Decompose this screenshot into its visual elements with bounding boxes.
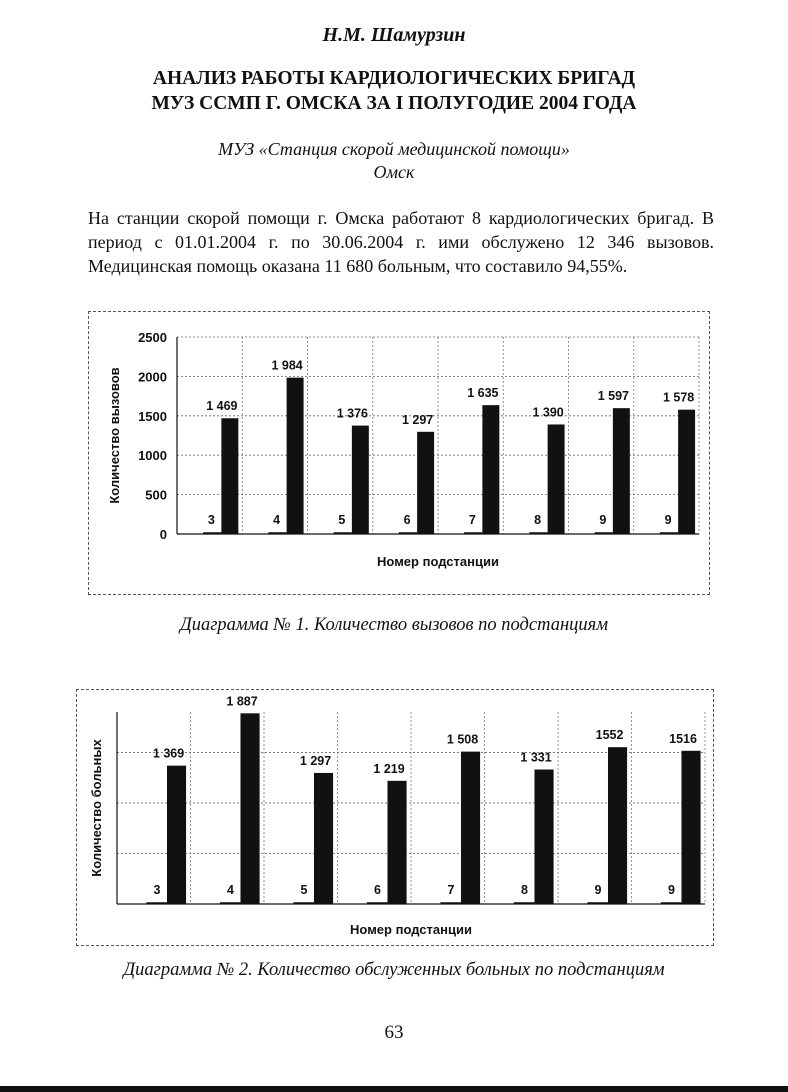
chart-calls-category-label: 5 [338,513,346,527]
chart-calls-ytick-label: 0 [159,527,167,542]
chart-calls-ytick-label: 2000 [138,369,167,385]
chart-calls-bar [417,432,434,534]
chart-patients-y-axis-title: Количество больных [89,739,104,877]
chart-calls-value-label: 1 635 [467,386,499,401]
article-title [0,66,788,116]
chart-patients-category-label: 3 [153,883,161,897]
chart-patients-category-label: 9 [594,883,602,897]
chart-patients-value-label: 1 508 [446,732,479,747]
chart-patients-value-label: 1 297 [299,753,332,768]
chart-patients-x-axis-title: Номер подстанции [350,922,472,937]
chart-calls-x-axis-title: Номер подстанции [377,554,499,569]
chart-calls-value-label: 1 984 [271,358,303,373]
chart-patients-bar [387,781,406,904]
chart-calls-ytick-label: 1500 [138,408,167,424]
chart-patients-value-label: 1 887 [226,694,258,709]
chart-calls [89,312,709,594]
chart-patients-caption: Диаграмма № 2. Количество обслуженных больных по подстанциям [123,960,665,980]
chart-calls-frame [88,311,710,595]
affiliation [0,138,788,184]
affiliation-line-2: Омск [373,162,415,182]
chart-patients-value-label: 1516 [669,731,697,746]
chart-calls-bar [548,424,565,534]
chart-patients-bar [240,713,259,904]
chart-patients-value-label: 1 331 [520,750,552,765]
title-line-2: МУЗ ССМП Г. ОМСКА ЗА I ПОЛУГОДИЕ 2004 ГОДА [151,93,637,114]
chart-calls-bar [482,405,499,534]
chart-patients-bar [608,747,627,904]
chart-calls-ytick-label: 1000 [138,448,167,464]
chart-patients-category-label: 4 [227,883,234,897]
bottom-rule [0,1086,788,1092]
chart-patients-value-label: 1552 [595,728,624,743]
chart-patients-value-label: 1 369 [152,746,185,761]
chart-patients-bar [534,769,553,904]
title-line-1: АНАЛИЗ РАБОТЫ КАРДИОЛОГИЧЕСКИХ БРИГАД [152,68,636,89]
chart-calls-bar [613,408,630,534]
author-name: Н.М. Шамурзин [322,24,466,46]
chart-calls-y-axis-title: Количество вызовов [107,367,122,504]
chart-calls-caption: Диаграмма № 1. Количество вызовов по подстанциям [179,615,609,635]
chart-patients-bar [314,773,333,904]
chart-calls-value-label: 1 376 [336,406,368,421]
chart-calls-value-label: 1 469 [206,399,238,414]
chart-calls-value-label: 1 390 [532,405,564,420]
chart-calls-category-label: 7 [468,513,476,527]
chart-calls-category-label: 6 [403,513,411,527]
chart-patients-category-label: 9 [668,883,675,897]
chart-patients-category-label: 8 [521,883,528,897]
chart-calls-value-label: 1 597 [597,389,629,404]
chart-calls-bar [221,418,238,534]
chart-calls-category-label: 8 [534,513,542,527]
chart-patients-category-label: 7 [447,883,455,897]
chart-calls-category-label: 9 [599,513,607,527]
chart-patients-category-label: 5 [300,883,308,897]
body-paragraph: На станции скорой помощи г. Омска работают 8 кардиологических бригад. В период с 01.01.2004 г. по 30.06.2004 г. ими обслужено 12 346 вызовов. Медицинская помощь оказана 11 680 больным, что составило 94,55%. [88,208,714,276]
chart-calls-ytick-label: 2500 [138,330,167,345]
chart-calls-category-label: 3 [207,513,215,527]
chart-patients [77,690,713,945]
chart-patients-bar [461,752,480,904]
chart-calls-value-label: 1 578 [662,390,695,405]
chart-calls-ytick-label: 500 [145,487,167,503]
chart-calls-category-label: 9 [664,513,672,527]
chart-calls-bar [287,378,304,534]
chart-calls-bar [678,410,695,534]
chart-calls-category-label: 4 [273,513,281,527]
chart-calls-bar [352,426,369,534]
chart-patients-frame [76,689,714,946]
chart-patients-category-label: 6 [374,883,381,897]
chart-calls-value-label: 1 297 [401,412,434,427]
chart-patients-bar [167,766,186,904]
chart-patients-value-label: 1 219 [373,761,405,776]
affiliation-line-1: МУЗ «Станция скорой медицинской помощи» [218,139,570,159]
chart-patients-bar [681,751,700,904]
page-number: 63 [384,1022,404,1043]
